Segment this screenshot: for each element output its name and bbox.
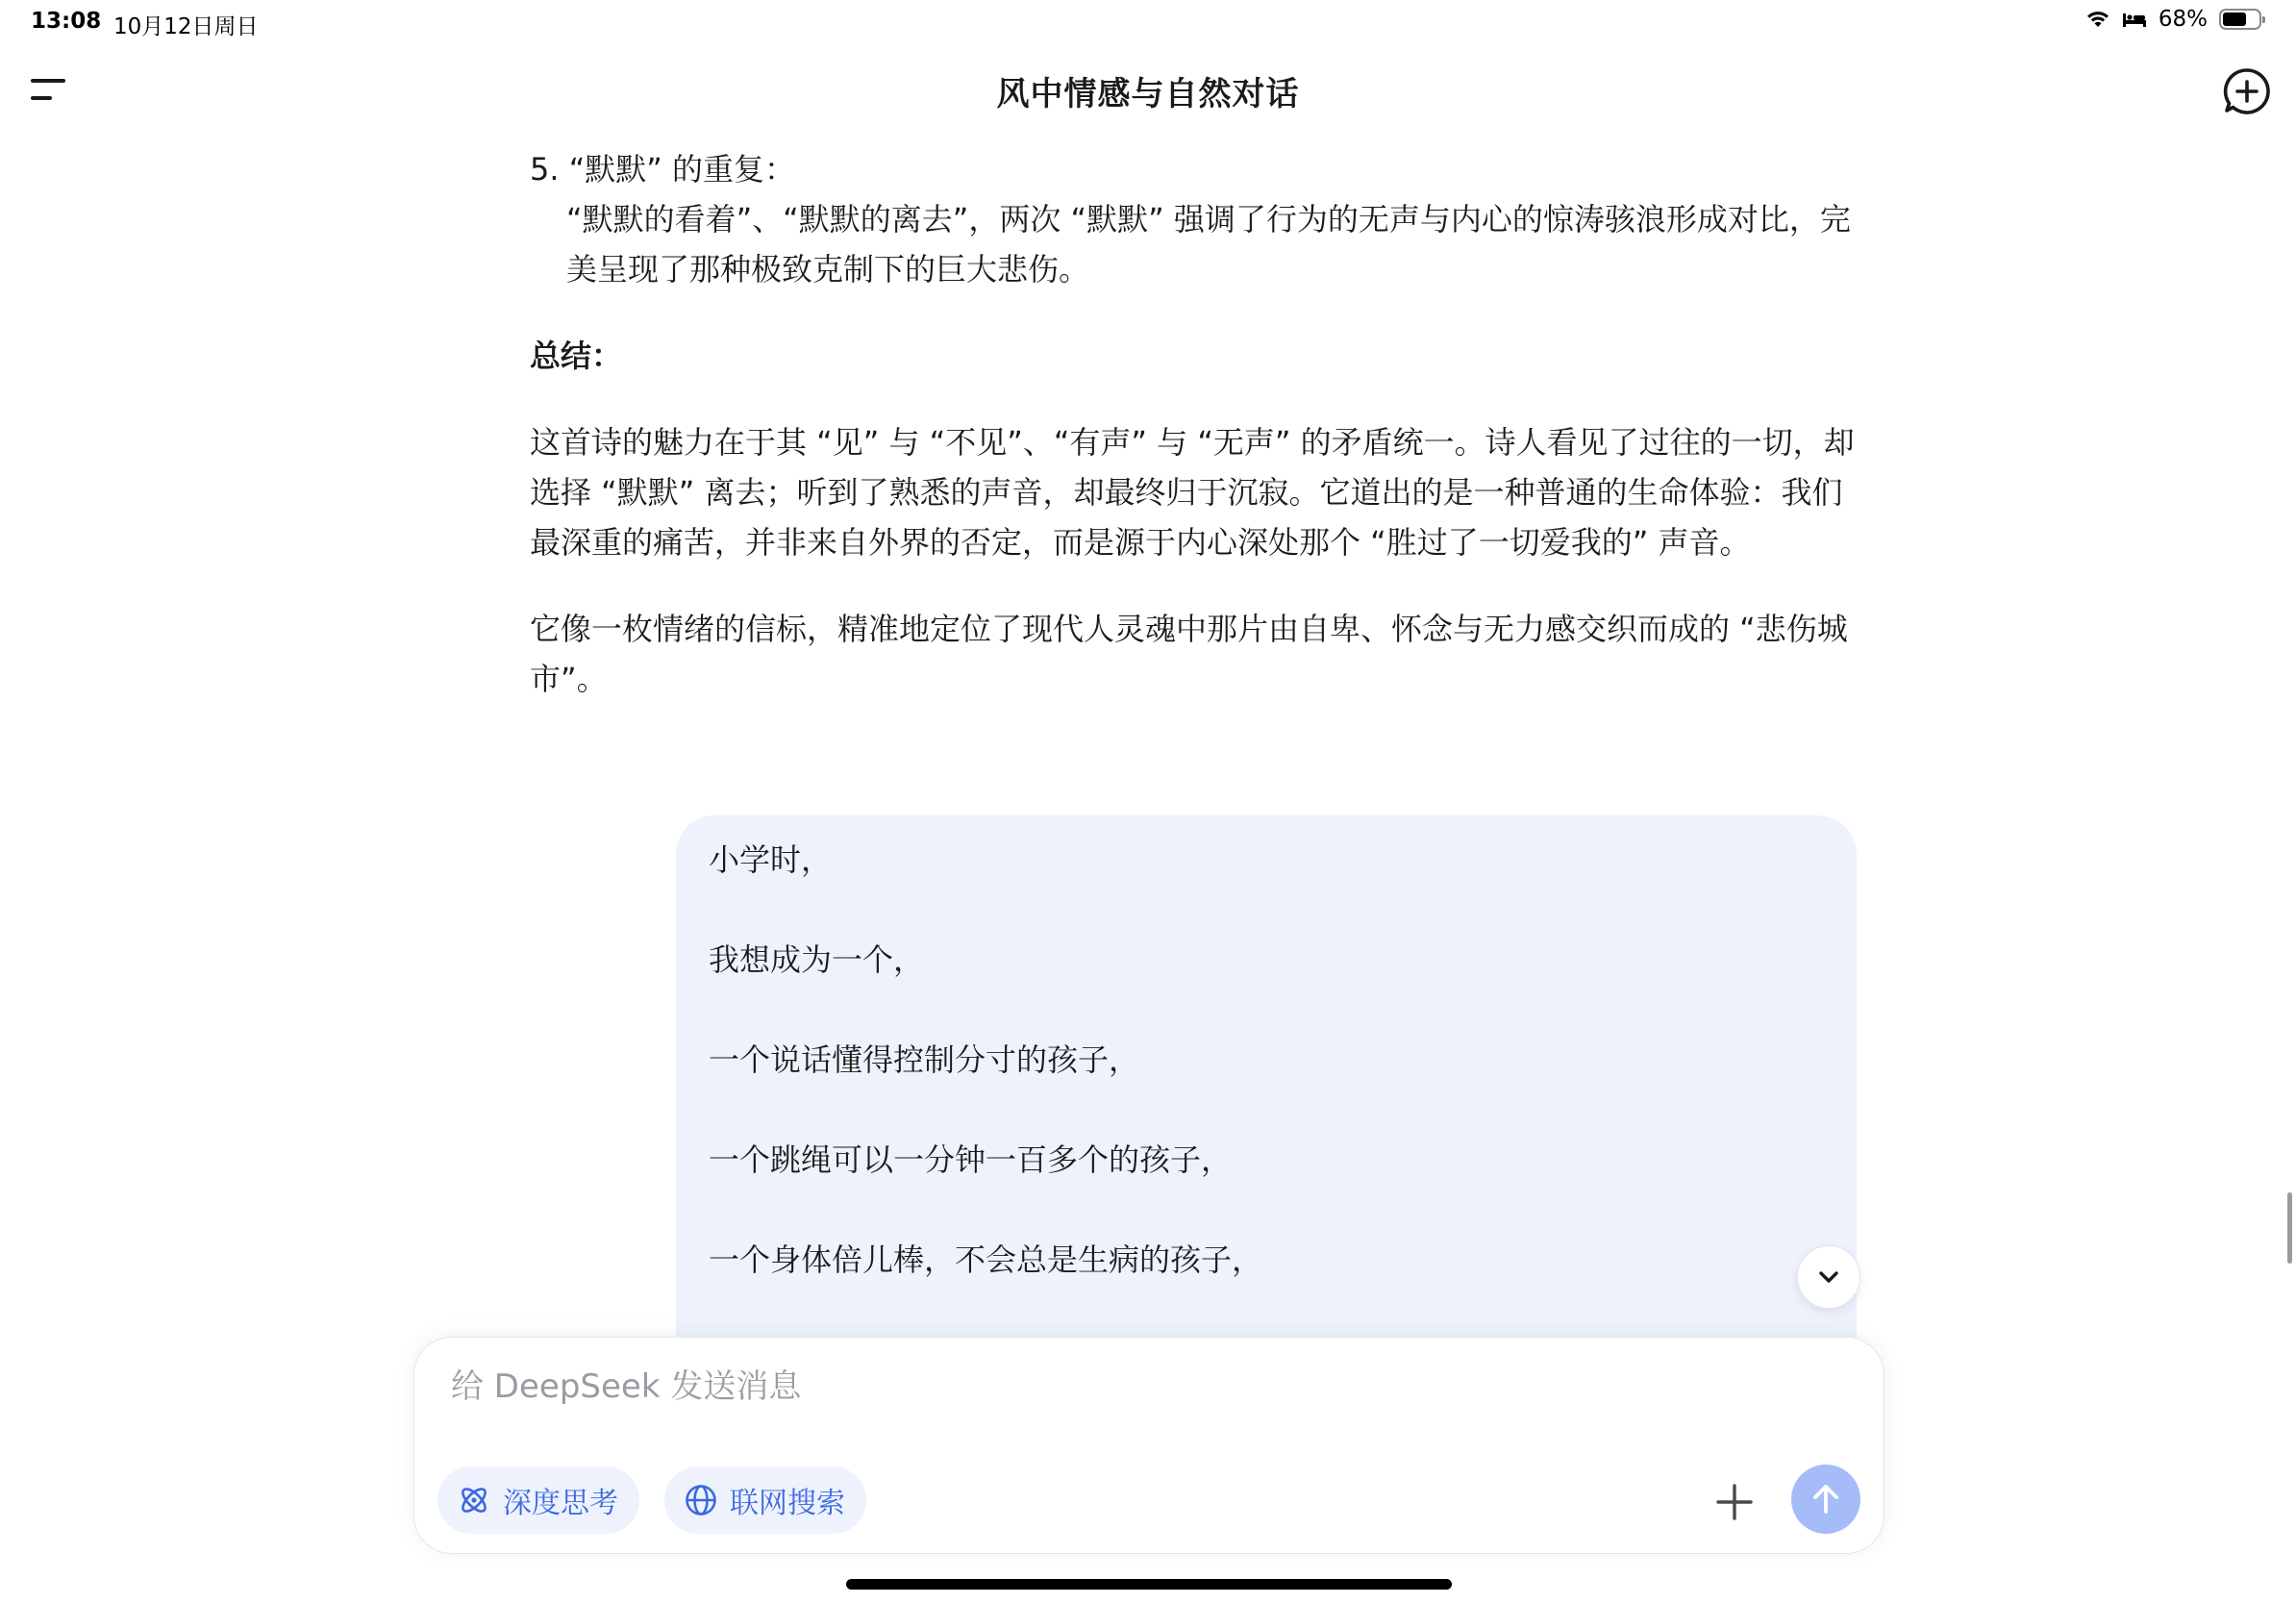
nav-bar: [0, 58, 2296, 125]
web-search-toggle[interactable]: [664, 1466, 866, 1534]
status-time: 13:08: [31, 9, 102, 34]
battery-percent: 68%: [2158, 7, 2208, 32]
message-composer: [413, 1337, 1884, 1554]
summary-paragraph: 它像一枚情绪的信标，精准地定位了现代人灵魂中那片由自卑、怀念与无力感交织而成的 “悲伤城市”。: [530, 611, 1848, 697]
home-indicator[interactable]: [846, 1579, 1452, 1590]
page-title: 风中情感与自然对话: [996, 75, 1300, 113]
globe-icon: [684, 1483, 718, 1517]
send-button[interactable]: [1791, 1465, 1860, 1534]
list-item-body: “默默的看着”、“默默的离去”，两次 “默默” 强调了行为的无声与内心的惊涛骇浪形成对比，完美呈现了那种极致克制下的巨大悲伤。: [566, 201, 1851, 288]
scroll-to-bottom-button[interactable]: [1797, 1245, 1860, 1309]
battery-icon: [2219, 9, 2261, 30]
list-item-title: 5. “默默” 的重复：: [530, 151, 796, 188]
message-input[interactable]: [449, 1366, 1703, 1407]
user-message-line: 一个说话懂得控制分寸的孩子，: [709, 1041, 1140, 1078]
user-message-line: 一个跳绳可以一分钟一百多个的孩子，: [709, 1141, 1233, 1178]
battery-level: [2223, 13, 2246, 26]
user-message-line: 小学时，: [709, 841, 833, 878]
status-bar: [0, 0, 2296, 44]
new-chat-button[interactable]: [2221, 65, 2273, 117]
status-indicators: [2085, 7, 2261, 32]
web-search-label: 联网搜索: [730, 1487, 845, 1520]
chevron-down-icon: [1814, 1263, 1843, 1291]
wifi-icon: [2085, 10, 2110, 29]
user-message-line: 我想成为一个，: [709, 941, 925, 978]
scrollbar[interactable]: [2287, 1192, 2292, 1264]
assistant-message: [530, 144, 1857, 704]
arrow-up-icon: [1809, 1482, 1843, 1516]
deep-think-toggle[interactable]: [437, 1466, 639, 1534]
atom-icon: [457, 1483, 491, 1517]
deep-think-label: 深度思考: [503, 1487, 618, 1520]
user-message-line: 一个身体倍儿棒，不会总是生病的孩子，: [709, 1241, 1263, 1278]
user-message-bubble: [676, 815, 1857, 1354]
status-date: 10月12日周日: [113, 14, 259, 39]
new-chat-icon: [2221, 65, 2273, 117]
summary-paragraph: 这首诗的魅力在于其 “见” 与 “不见”、“有声” 与 “无声” 的矛盾统一。诗人看见了过往的一切，却选择 “默默” 离去；听到了熟悉的声音，却最终归于沉寂。它道出的是一种普通的生命体验：我们最深重的痛苦，并非来自外界的否定，而是源于内心深处那个 “胜过了一切爱我的” 声音。: [530, 424, 1855, 561]
attach-button[interactable]: [1712, 1480, 1757, 1524]
bed-icon: [2122, 10, 2147, 29]
plus-icon: [1712, 1480, 1757, 1524]
summary-heading: 总结：: [530, 338, 623, 374]
